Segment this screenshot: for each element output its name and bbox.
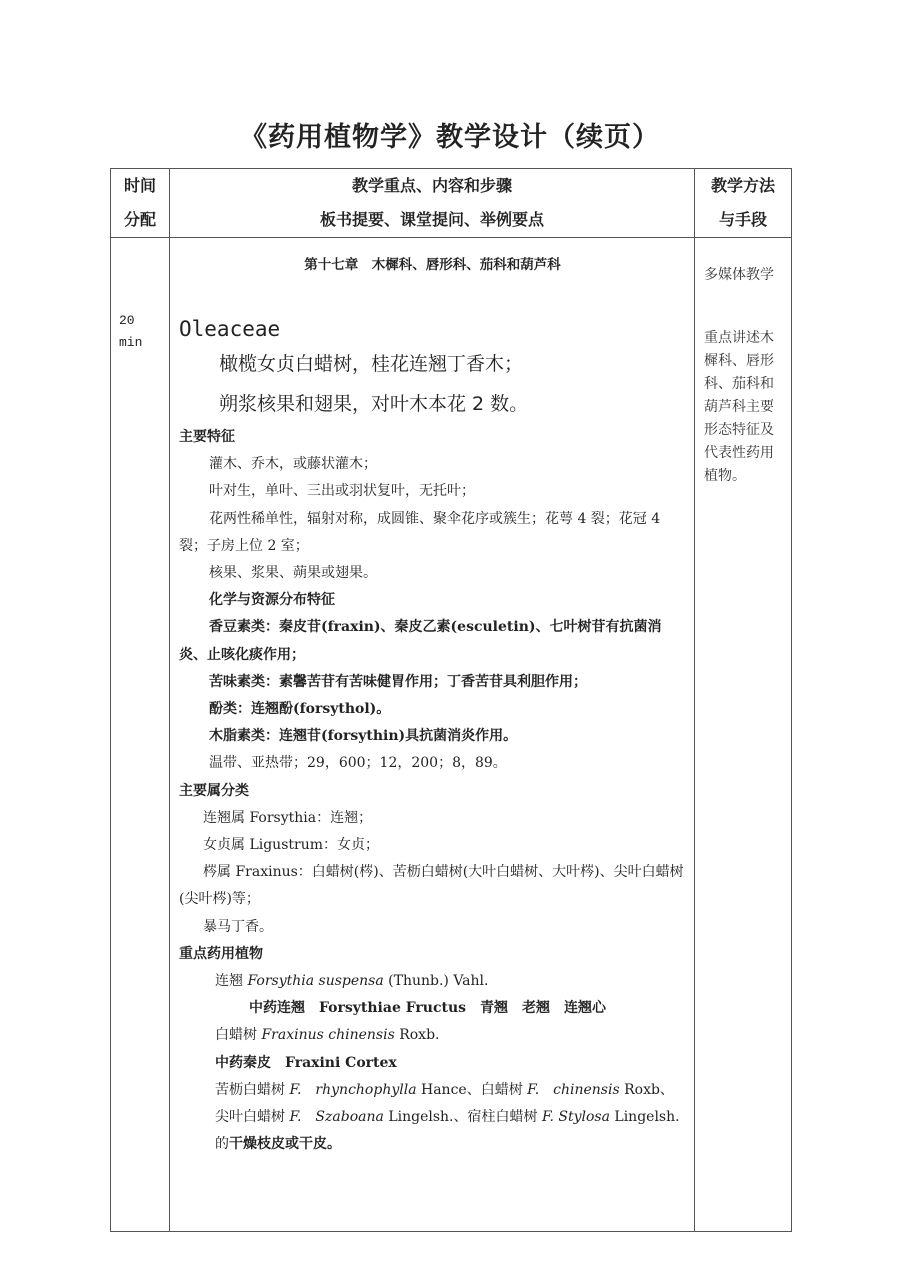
chem-lignans: 木脂素类：连翘苷(forsythin)具抗菌消炎作用。 [209,728,518,745]
drug-fraxinus: 中药秦皮 Fraxini Cortex [215,1054,397,1071]
header-method-line2: 与手段 [718,210,767,229]
drug-forsythia: 中药连翘 Forsythiae Fructus 青翘 老翘 连翘心 [249,1000,607,1017]
chapter-heading: 第十七章 木樨科、唇形科、茄科和葫芦科 [304,257,561,273]
src-latin2: F. chinensis [527,1081,620,1098]
plant-fraxinus [179,1022,686,1049]
feature-habit: 灌木、乔木，或藤状灌木； [209,456,377,473]
plant1-latin: Forsythia suspensa [247,973,384,990]
src-latin3: F. Szaboana [289,1109,384,1126]
family-latin-name: Oleaceae [179,317,281,341]
header-time-line2: 分配 [123,210,156,229]
genus-ligustrum: 女贞属 Ligustrum：女贞； [203,837,379,854]
genus-forsythia: 连翘属 Forsythia：连翘； [203,809,373,826]
plant1-cn: 连翘 [215,973,243,990]
header-time [111,169,170,238]
feature-leaf: 叶对生，单叶、三出或羽状复叶，无托叶； [209,483,475,500]
src-latin5: Stylosa [558,1109,610,1126]
plant-forsythia [179,968,686,995]
src-author3: Lingelsh.、宿柱白蜡树 [388,1109,538,1126]
distribution: 温带、亚热带；29，600；12，200；8，89。 [209,755,507,772]
feature-flower: 花两性稀单性，辐射对称，成圆锥、聚伞花序或簇生；花萼 4 裂；花冠 4 裂；子房上位 2 室； [179,510,661,554]
src-end: 干燥枝皮或干皮。 [229,1136,341,1153]
plants-heading: 重点药用植物 [179,945,263,962]
plant2-author: Roxb. [399,1027,440,1044]
feature-fruit: 核果、浆果、蒴果或翅果。 [209,565,377,582]
chem-bitter: 苦味素类：素馨苦苷有苦味健胃作用；丁香苦苷具利胆作用； [209,673,587,690]
time-unit: min [119,335,143,350]
src-author1: Hance、白蜡树 [421,1081,523,1098]
drug-sources [179,1077,686,1159]
plant1-author: (Thunb.) Vahl. [388,973,489,990]
genus-fraxinus: 梣属 Fraxinus：白蜡树(梣)、苦枥白蜡树(大叶白蜡树、大叶梣)、尖叶白蜡树(尖叶梣)等； [179,864,684,908]
mnemonic-verse-2: 朔浆核果和翅果，对叶木本花 2 数。 [219,393,529,415]
header-method [695,169,792,238]
plant2-cn: 白蜡树 [215,1027,257,1044]
src-author5: Lingelsh.的 [215,1109,680,1153]
main-features-heading: 主要特征 [179,429,235,445]
content-cell [170,238,695,1232]
header-time-line1: 时间 [123,176,156,195]
table-body-row [111,238,792,1232]
table-header-row [111,169,792,238]
time-cell [111,238,170,1232]
page-title: 《药用植物学》教学设计（续页） [240,122,660,153]
plant2-latin: Fraxinus chinensis [261,1027,395,1044]
chem-heading: 化学与资源分布特征 [209,592,335,609]
header-content-line2: 板书提要、课堂提问、举例要点 [319,210,544,229]
mnemonic-verse-1: 橄榄女贞白蜡树，桂花连翘丁香木； [219,353,524,375]
header-content [170,169,695,238]
genus-syringa: 暴马丁香。 [203,918,273,935]
teaching-design-table [110,168,792,1232]
method-multimedia: 多媒体教学 [704,267,774,283]
src-latin1: F. rhynchophylla [289,1081,417,1098]
chem-coumarins: 香豆素类：秦皮苷(fraxin)、秦皮乙素(esculetin)、七叶树苷有抗菌消炎、止咳化痰作用； [179,619,662,663]
header-content-line1: 教学重点、内容和步骤 [351,176,512,195]
time-value: 20 [119,313,135,328]
chem-phenols: 酚类：连翘酚(forsythol)。 [209,701,391,718]
method-focus: 重点讲述木樨科、唇形科、茄科和葫芦科主要形态特征及代表性药用植物。 [704,330,774,484]
src-latin4: F. [541,1109,554,1126]
genus-heading: 主要属分类 [179,782,249,799]
src-cn1: 苦枥白蜡树 [215,1081,285,1098]
method-cell [695,238,792,1232]
header-method-line1: 教学方法 [710,176,775,195]
src-author2: Roxb、尖叶白蜡树 [215,1081,674,1126]
